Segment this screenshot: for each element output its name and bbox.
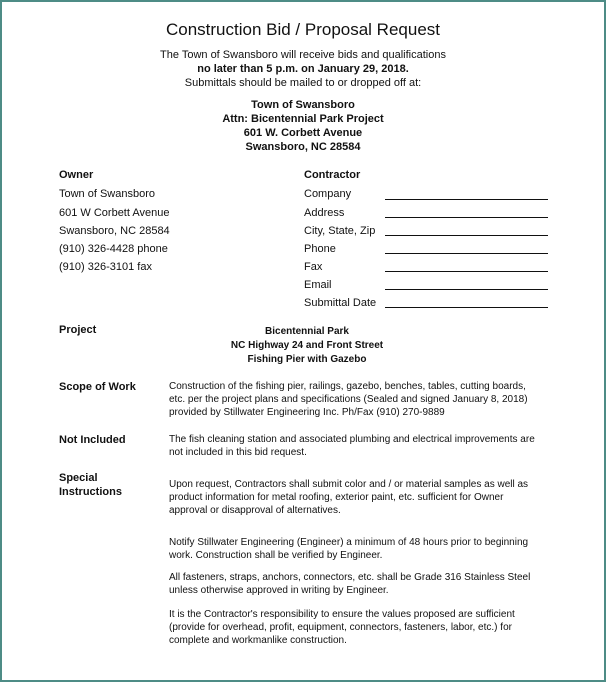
special-p3-line: unless otherwise approved in writing by Engineer. <box>169 585 389 596</box>
address-line-1: Town of Swansboro <box>251 99 355 111</box>
project-line-3: Fishing Pier with Gazebo <box>247 354 367 365</box>
scope-text-line: etc. per the project plans and specifications (Sealed and signed January 8, 2018) <box>169 394 528 405</box>
intro-line-3: Submittals should be mailed to or dropped off at: <box>184 77 422 89</box>
not-included-heading: Not Included <box>59 434 126 446</box>
special-p1-line: product information for metal roofing, exterior paint, etc. sufficient for Owner <box>169 492 504 503</box>
contractor-heading: Contractor <box>304 169 361 181</box>
contractor-field-label: Address <box>304 207 345 219</box>
not-included-text-line: not included in this bid request. <box>169 447 307 458</box>
contractor-field-label: Submittal Date <box>304 297 377 309</box>
project-line-2: NC Highway 24 and Front Street <box>230 340 384 351</box>
intro-line-1: The Town of Swansboro will receive bids and qualifications <box>160 49 446 61</box>
contractor-field-label: Company <box>304 188 352 200</box>
company-blank-line[interactable] <box>385 199 548 200</box>
contractor-field-label: Email <box>304 279 332 291</box>
contractor-field-label: Phone <box>304 243 336 255</box>
owner-line: (910) 326-3101 fax <box>59 261 152 273</box>
special-p1-line: approval or disapproval of alternatives. <box>169 505 341 516</box>
scope-heading: Scope of Work <box>59 381 136 393</box>
instructions-heading: Instructions <box>59 486 122 498</box>
special-heading: Special <box>59 472 98 484</box>
intro-deadline: no later than 5 p.m. on January 29, 2018. <box>197 63 409 75</box>
special-p3-line: All fasteners, straps, anchors, connectors, etc. shall be Grade 316 Stainless Steel <box>169 572 531 583</box>
city-state-zip-blank-line[interactable] <box>385 235 548 236</box>
scope-text-line: provided by Stillwater Engineering Inc. Ph/Fax (910) 270-9889 <box>169 407 445 418</box>
scope-text-line: Construction of the fishing pier, railings, gazebo, benches, tables, cutting boards, <box>169 381 526 392</box>
owner-line: Swansboro, NC 28584 <box>59 225 170 237</box>
owner-line: (910) 326-4428 phone <box>59 243 168 255</box>
owner-line: 601 W Corbett Avenue <box>59 207 170 219</box>
owner-heading: Owner <box>59 169 94 181</box>
submittal-date-blank-line[interactable] <box>385 307 548 308</box>
special-p4-line: It is the Contractor's responsibility to ensure the values proposed are sufficient <box>169 609 515 620</box>
phone-blank-line[interactable] <box>385 253 548 254</box>
special-p1-line: Upon request, Contractors shall submit color and / or material samples as well as <box>169 479 529 490</box>
special-p4-line: (provide for overhead, profit, equipment, connectors, fasteners, labor, etc.) for <box>169 622 512 633</box>
address-line-2: Attn: Bicentennial Park Project <box>222 113 384 125</box>
project-line-1: Bicentennial Park <box>265 326 349 337</box>
special-p2-line: Notify Stillwater Engineering (Engineer) a minimum of 48 hours prior to beginning <box>169 537 529 548</box>
address-line-3: 601 W. Corbett Avenue <box>243 127 363 139</box>
not-included-text-line: The fish cleaning station and associated plumbing and electrical improvements are <box>169 434 535 445</box>
email-blank-line[interactable] <box>385 289 548 290</box>
special-p4-line: complete and workmanlike construction. <box>169 635 347 646</box>
project-heading: Project <box>59 324 97 336</box>
fax-blank-line[interactable] <box>385 271 548 272</box>
address-blank-line[interactable] <box>385 217 548 218</box>
special-p2-line: work. Construction shall be verified by Engineer. <box>169 550 383 561</box>
page-title: Construction Bid / Proposal Request <box>165 20 441 39</box>
owner-line: Town of Swansboro <box>59 188 155 200</box>
address-line-4: Swansboro, NC 28584 <box>245 141 361 153</box>
contractor-field-label: City, State, Zip <box>304 225 376 237</box>
contractor-field-label: Fax <box>304 261 323 273</box>
